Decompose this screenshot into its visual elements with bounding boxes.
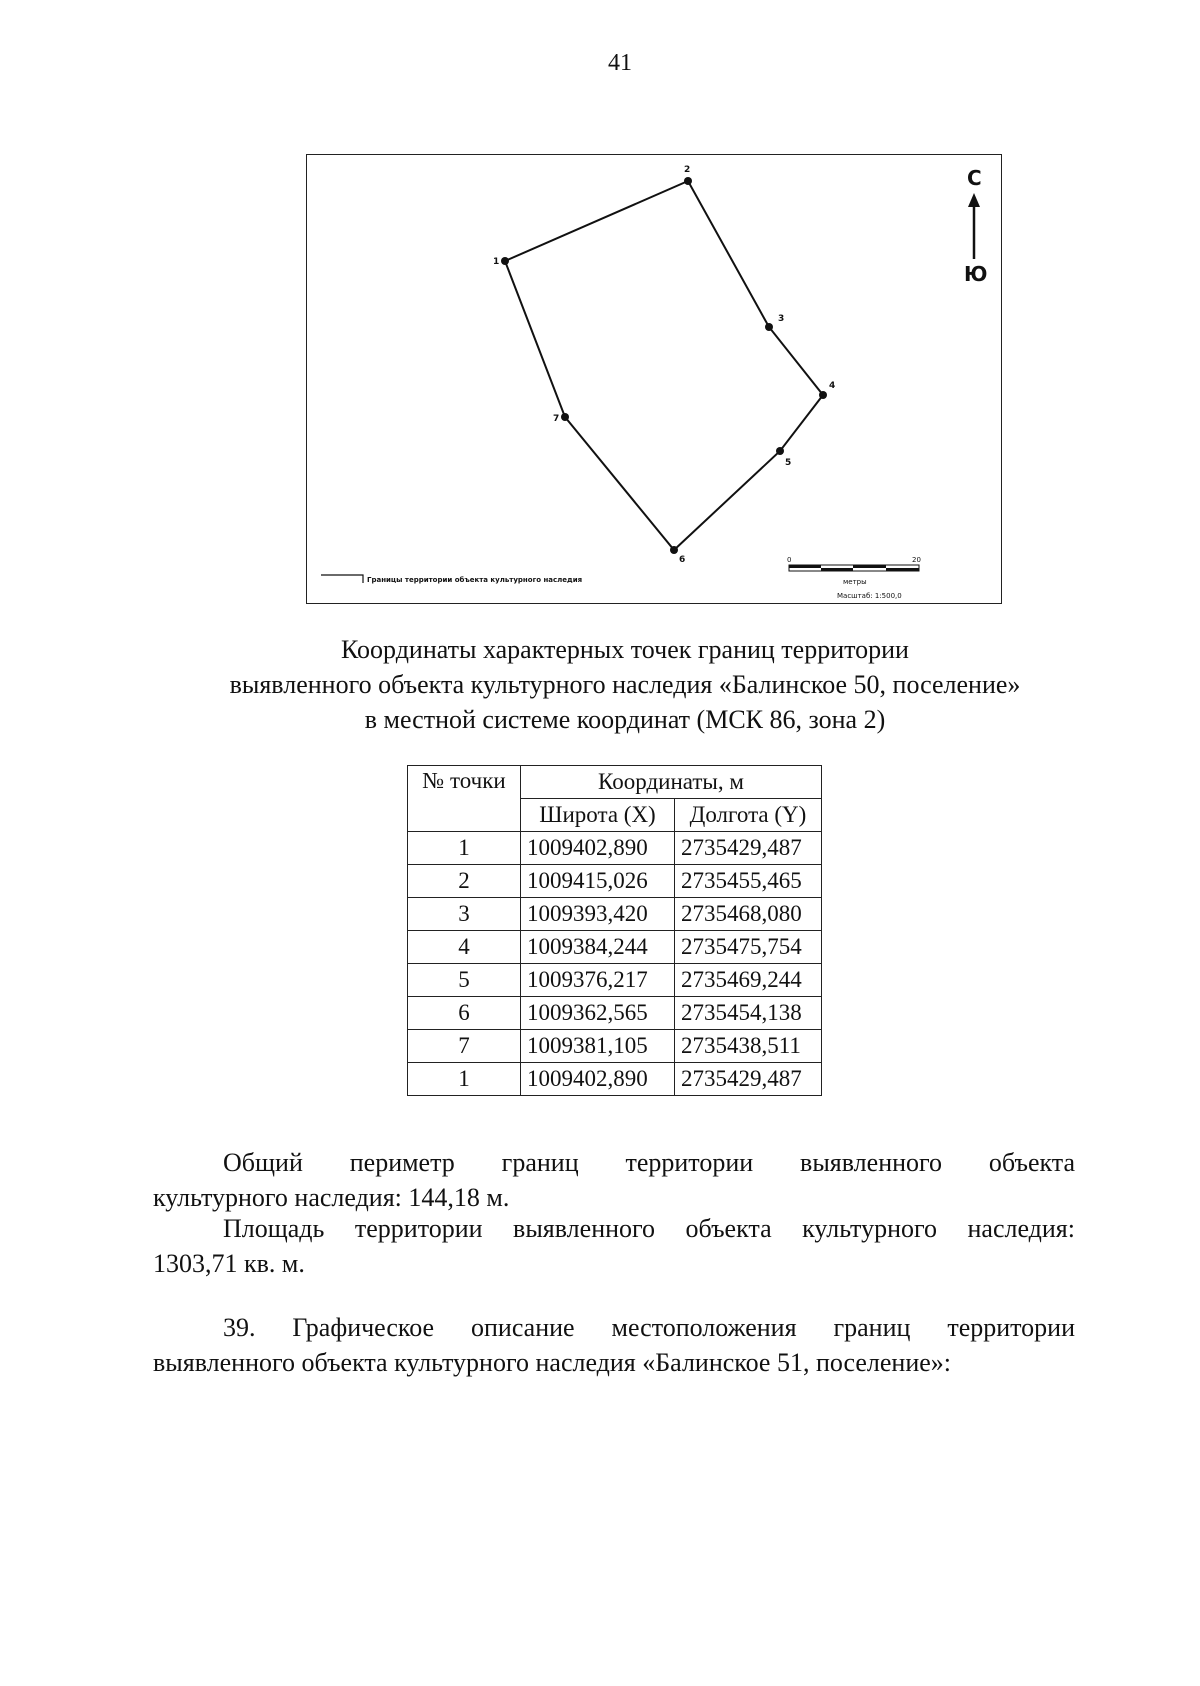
table-row: [408, 1030, 822, 1063]
perimeter-line-1: Общий периметр границ территории выявленного объекта: [223, 1148, 1075, 1177]
vertex-label-4: 4: [829, 381, 836, 391]
caption-line-2: выявленного объекта культурного наследия «Балинское 50, поселение»: [229, 670, 1021, 699]
table-row: [408, 964, 822, 997]
vertex-5: [776, 447, 784, 455]
cell-latitude: 1009376,217: [521, 964, 675, 997]
header-coordinates: Координаты, м: [521, 766, 822, 799]
table-row: [408, 865, 822, 898]
vertex-label-7: 7: [553, 414, 560, 424]
section-39-paragraph: [153, 1310, 1075, 1380]
vertex-label-2: 2: [684, 165, 691, 175]
cell-point: 5: [408, 964, 521, 997]
vertex-label-3: 3: [778, 314, 785, 324]
north-label: С: [967, 166, 982, 190]
cell-latitude: 1009381,105: [521, 1030, 675, 1063]
vertex-4: [819, 391, 827, 399]
boundary-polygon: [505, 181, 823, 550]
cell-point: 1: [408, 1063, 521, 1096]
cell-point: 4: [408, 931, 521, 964]
vertex-7: [561, 413, 569, 421]
cell-latitude: 1009402,890: [521, 1063, 675, 1096]
section-line-1: 39. Графическое описание местоположения границ территории: [223, 1313, 1075, 1342]
table-caption: [150, 632, 1100, 737]
vertex-2: [684, 177, 692, 185]
scale-ratio: Масштаб: 1:500,0: [837, 592, 902, 600]
cell-longitude: 2735475,754: [675, 931, 822, 964]
area-line-2: 1303,71 кв. м.: [153, 1249, 305, 1278]
cell-latitude: 1009402,890: [521, 832, 675, 865]
boundary-map-drawing: [307, 155, 1003, 605]
table-row: [408, 832, 822, 865]
cell-longitude: 2735429,487: [675, 1063, 822, 1096]
vertex-label-6: 6: [679, 555, 686, 565]
cell-longitude: 2735429,487: [675, 832, 822, 865]
cell-point: 1: [408, 832, 521, 865]
section-line-2: выявленного объекта культурного наследия «Балинское 51, поселение»:: [153, 1348, 952, 1377]
perimeter-line-2: культурного наследия: 144,18 м.: [153, 1183, 510, 1212]
table-header-row: [408, 766, 822, 799]
area-paragraph: [153, 1211, 1075, 1281]
map-legend: [321, 575, 582, 584]
north-arrow: [964, 166, 987, 286]
cell-longitude: 2735468,080: [675, 898, 822, 931]
cell-longitude: 2735454,138: [675, 997, 822, 1030]
cell-longitude: 2735469,244: [675, 964, 822, 997]
vertex-label-1: 1: [493, 257, 500, 267]
cell-longitude: 2735438,511: [675, 1030, 822, 1063]
cell-point: 7: [408, 1030, 521, 1063]
table-row: [408, 1063, 822, 1096]
header-latitude: Широта (X): [521, 799, 675, 832]
cell-latitude: 1009362,565: [521, 997, 675, 1030]
table-row: [408, 997, 822, 1030]
cell-latitude: 1009384,244: [521, 931, 675, 964]
vertex-3: [765, 323, 773, 331]
cell-point: 3: [408, 898, 521, 931]
caption-line-3: в местной системе координат (МСК 86, зона 2): [364, 705, 886, 734]
legend-text: Границы территории объекта культурного наследия: [367, 576, 583, 584]
vertex-label-5: 5: [785, 458, 792, 468]
page-number: 41: [608, 50, 632, 76]
caption-line-1: Координаты характерных точек границ территории: [341, 635, 909, 664]
cell-longitude: 2735455,465: [675, 865, 822, 898]
header-point-number: № точки: [408, 766, 521, 832]
area-line-1: Площадь территории выявленного объекта культурного наследия:: [223, 1214, 1075, 1243]
scale-bar: [787, 556, 921, 600]
scale-units: метры: [843, 578, 867, 586]
scale-start: 0: [787, 556, 792, 564]
table-row: [408, 931, 822, 964]
boundary-map: [306, 154, 1002, 604]
coordinates-table: [407, 765, 822, 1096]
cell-point: 6: [408, 997, 521, 1030]
cell-point: 2: [408, 865, 521, 898]
vertex-1: [501, 257, 509, 265]
scale-end: 20: [912, 556, 921, 564]
cell-latitude: 1009393,420: [521, 898, 675, 931]
cell-latitude: 1009415,026: [521, 865, 675, 898]
header-longitude: Долгота (Y): [675, 799, 822, 832]
boundary-vertices: [501, 177, 827, 554]
perimeter-paragraph: [153, 1145, 1075, 1215]
vertex-6: [670, 546, 678, 554]
south-label: Ю: [964, 262, 988, 286]
table-row: [408, 898, 822, 931]
